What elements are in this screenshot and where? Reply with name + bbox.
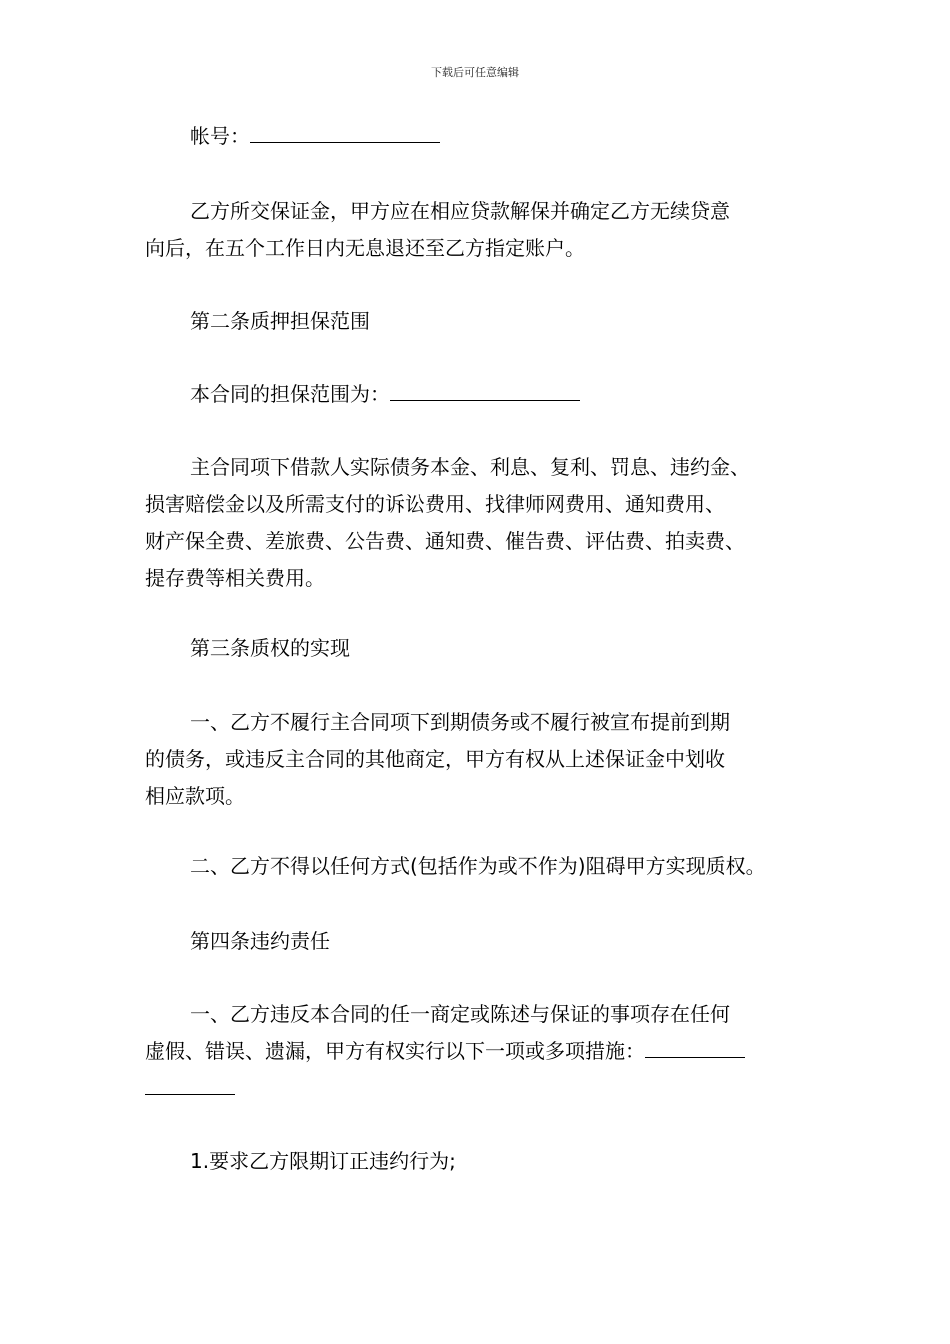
scope-label: 本合同的担保范围为： <box>190 382 390 406</box>
paragraph-line: 一、乙方不履行主合同项下到期债务或不履行被宣布提前到期 <box>190 710 730 734</box>
list-item-1: 1.要求乙方限期订正违约行为; <box>190 1149 456 1173</box>
paragraph-line: 相应款项。 <box>145 784 245 808</box>
measures-blank-continued <box>145 1072 235 1095</box>
article-2-title: 第二条质押担保范围 <box>190 309 370 333</box>
no-obstruction-paragraph: 二、乙方不得以任何方式(包括作为或不作为)阻碍甲方实现质权。 <box>190 854 766 878</box>
paragraph-line <box>100 1070 835 1107</box>
account-line <box>145 118 835 155</box>
deposit-refund-paragraph <box>145 193 835 267</box>
account-blank <box>250 120 440 143</box>
article-3-title: 第三条质权的实现 <box>190 636 350 660</box>
paragraph-line: 财产保全费、差旅费、公告费、通知费、催告费、评估费、拍卖费、 <box>145 529 745 553</box>
guarantee-scope-paragraph <box>145 449 835 597</box>
paragraph-line <box>100 1033 835 1070</box>
paragraph-line-text: 虚假、错误、遗漏，甲方有权实行以下一项或多项措施： <box>145 1039 645 1063</box>
paragraph-line: 乙方所交保证金，甲方应在相应贷款解保并确定乙方无续贷意 <box>190 199 730 223</box>
paragraph-line: 向后，在五个工作日内无息退还至乙方指定账户。 <box>145 236 585 260</box>
pledge-realization-paragraph <box>145 704 835 815</box>
paragraph-line: 损害赔偿金以及所需支付的诉讼费用、找律师网费用、通知费用、 <box>145 492 725 516</box>
paragraph-line: 的债务，或违反主合同的其他商定，甲方有权从上述保证金中划收 <box>145 747 725 771</box>
paragraph-line: 提存费等相关费用。 <box>145 566 325 590</box>
paragraph-line: 主合同项下借款人实际债务本金、利息、复利、罚息、违约金、 <box>190 455 750 479</box>
measures-blank <box>645 1035 745 1058</box>
breach-paragraph <box>145 996 835 1107</box>
page-header: 下载后可任意编辑 <box>431 66 519 79</box>
scope-blank <box>390 378 580 401</box>
article-4-title: 第四条违约责任 <box>190 929 330 953</box>
paragraph-line: 一、乙方违反本合同的任一商定或陈述与保证的事项存在任何 <box>190 1002 730 1026</box>
account-label: 帐号： <box>190 124 250 148</box>
scope-line <box>145 376 835 413</box>
